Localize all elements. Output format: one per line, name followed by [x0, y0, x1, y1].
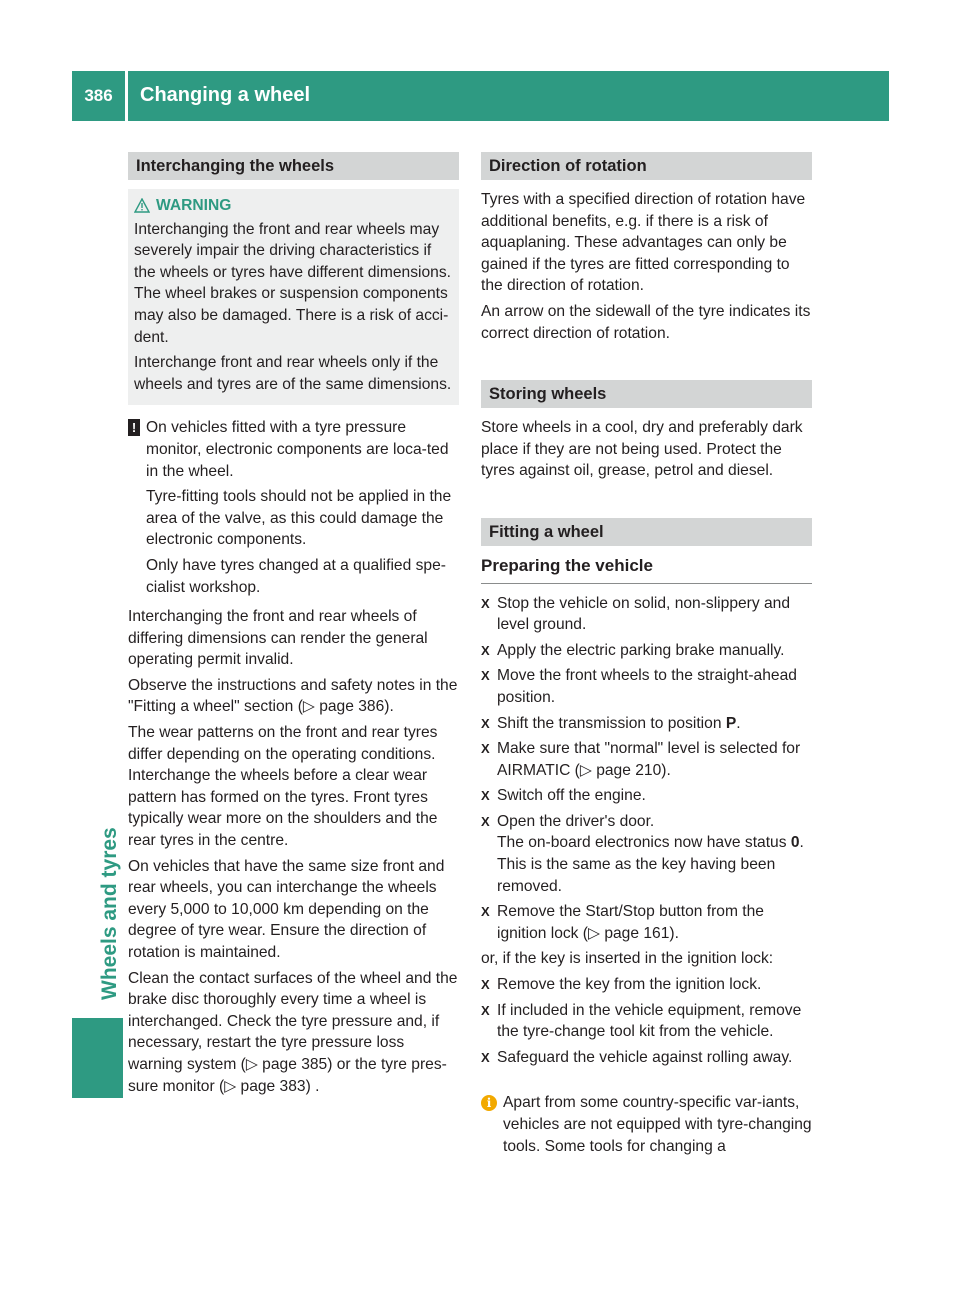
text: ).: [661, 761, 671, 779]
step-item: [481, 713, 812, 735]
gear-position: P: [725, 714, 737, 732]
text: . This is the same as the key having been removed.: [497, 834, 804, 895]
note-block: [128, 417, 459, 602]
paragraph: or, if the key is inserted in the ignition lock:: [481, 950, 774, 968]
page-number: 386: [84, 86, 113, 105]
text: ).: [669, 924, 679, 942]
exclamation-icon: !: [128, 419, 140, 436]
paragraph: Interchanging the front and rear wheels of differing dimensions can render the general operating permit invalid.: [128, 608, 428, 669]
text: The on-board electronics now have status: [497, 834, 791, 852]
spacer: [481, 1072, 812, 1092]
warning-text-2: Interchange front and rear wheels only if the wheels and tyres are of the same dimensions.: [134, 354, 452, 393]
page-reference-link[interactable]: ▷ page 386: [302, 698, 385, 716]
step-item: [481, 1047, 812, 1069]
paragraph: On vehicles that have the same size front and rear wheels, you can interchange the wheels every 5,000 to 10,000 km depending on the degree of tyre wear. Ensure the direction of rotation is maintained.: [128, 857, 445, 961]
section-heading-interchanging: Interchanging the wheels: [128, 152, 459, 180]
step-item: [481, 738, 812, 781]
note-text-1: On vehicles fitted with a tyre pressure monitor, electronic components are loca-ted in the wheel.: [146, 419, 449, 480]
right-column: [481, 152, 812, 1161]
step-item: [481, 811, 812, 897]
arrow-x-icon: X: [481, 741, 490, 757]
arrow-x-icon: X: [481, 904, 490, 920]
text: Remove the Start/Stop button from the ignition lock (: [497, 903, 764, 942]
text: Clean the contact surfaces of the wheel and the brake disc thoroughly every time a wheel is interchanged. Check the tyre pressure and, if necessary, restart the tyre pressure loss warning system (: [128, 969, 458, 1073]
step-text: [497, 713, 741, 735]
step-item: [481, 665, 812, 708]
status-code: 0: [790, 834, 800, 852]
paragraph: [128, 968, 459, 1098]
left-column: [128, 152, 459, 1101]
arrow-x-icon: X: [481, 1049, 490, 1065]
subheading-preparing: Preparing the vehicle: [481, 555, 812, 584]
warning-title: [134, 195, 453, 217]
paragraph: The wear patterns on the front and rear tyres differ depending on the operating conditions. Interchange the wheels before a clear wear pattern has formed on the tyres. Front tyres typically wear more on the shoulders and the rear tyres in the centre.: [128, 724, 438, 850]
warning-triangle-icon: [134, 198, 150, 213]
side-tab-marker: [72, 1018, 123, 1098]
info-text: Apart from some country-specific var-iants, vehicles are not equipped with tyre-changing tools. Some tools for changing a: [503, 1094, 812, 1155]
side-chapter-label: Wheels and tyres: [98, 827, 121, 1000]
note-text-2: Tyre-fitting tools should not be applied in the area of the valve, as this could damage the electronic components.: [146, 488, 452, 549]
note-text-3: Only have tyres changed at a qualified spe-cialist workshop.: [146, 556, 446, 596]
spacer: [481, 486, 812, 518]
page-reference-link[interactable]: ▷ page 383: [224, 1077, 306, 1095]
paragraph: An arrow on the sidewall of the tyre indicates its correct direction of rotation.: [481, 302, 811, 342]
text: Open the driver's door.: [497, 812, 655, 830]
text: ) .: [305, 1077, 320, 1095]
info-icon: i: [481, 1095, 497, 1111]
paragraph: Store wheels in a cool, dry and preferably dark place if they are not being used. Protect the tyres against oil, grease, petrol and diesel.: [481, 419, 803, 480]
step-text: [497, 901, 812, 944]
step-text: Apply the electric parking brake manually.: [497, 641, 785, 659]
page-reference-link[interactable]: ▷ page 385: [245, 1055, 328, 1073]
text: .: [736, 714, 741, 732]
arrow-x-icon: X: [481, 642, 490, 658]
step-text: [497, 738, 812, 781]
text: Make sure that "normal" level is selected for AIRMATIC (: [497, 740, 801, 779]
info-note: [481, 1092, 812, 1157]
arrow-x-icon: X: [481, 977, 490, 993]
step-text: Switch off the engine.: [497, 787, 646, 805]
step-text: If included in the vehicle equipment, remove the tyre-change tool kit from the vehicle.: [497, 1001, 802, 1041]
spacer: [481, 348, 812, 380]
arrow-x-icon: X: [481, 668, 490, 684]
step-text: Stop the vehicle on solid, non-slippery and level ground.: [497, 594, 790, 634]
arrow-x-icon: X: [481, 715, 490, 731]
step-item: [481, 901, 812, 944]
text: ).: [384, 698, 394, 716]
page-reference-link[interactable]: ▷ page 210: [579, 761, 662, 779]
step-item: [481, 974, 812, 996]
arrow-x-icon: X: [481, 1002, 490, 1018]
chapter-title: Changing a wheel: [140, 84, 311, 106]
section-heading-rotation: Direction of rotation: [481, 152, 812, 180]
text: ) or the tyre pres-sure monitor (: [128, 1055, 447, 1095]
step-item: [481, 785, 812, 807]
section-heading-fitting: Fitting a wheel: [481, 518, 812, 546]
arrow-x-icon: X: [481, 595, 490, 611]
text: Shift the transmission to position: [497, 714, 726, 732]
step-text: Move the front wheels to the straight-ahead position.: [497, 667, 797, 706]
warning-box: [128, 189, 459, 405]
step-item: [481, 640, 812, 662]
arrow-x-icon: X: [481, 788, 490, 804]
step-text: Safeguard the vehicle against rolling away.: [497, 1048, 793, 1066]
step-item: [481, 1000, 812, 1043]
paragraph: [128, 675, 459, 718]
header-divider: [125, 71, 128, 121]
warning-text-1: Interchanging the front and rear wheels may severely impair the driving characteristics if the wheels or tyres have different dimensions. The wheel brakes or suspension components may also be damaged. There is a risk of acci-dent.: [134, 220, 451, 346]
paragraph: Tyres with a specified direction of rotation have additional benefits, e.g. if there is a risk of aquaplaning. These advantages can only be gained if the tyres are fitted corresponding to the direction of rotation.: [481, 191, 806, 295]
arrow-x-icon: X: [481, 813, 490, 829]
section-heading-storing: Storing wheels: [481, 380, 812, 408]
step-item: [481, 593, 812, 636]
text: Observe the instructions and safety notes in the "Fitting a wheel" section (: [128, 676, 458, 716]
page-reference-link[interactable]: ▷ page 161: [588, 924, 670, 942]
step-text: [497, 811, 812, 897]
step-text: Remove the key from the ignition lock.: [497, 976, 762, 994]
warning-title-text: WARNING: [156, 197, 232, 214]
